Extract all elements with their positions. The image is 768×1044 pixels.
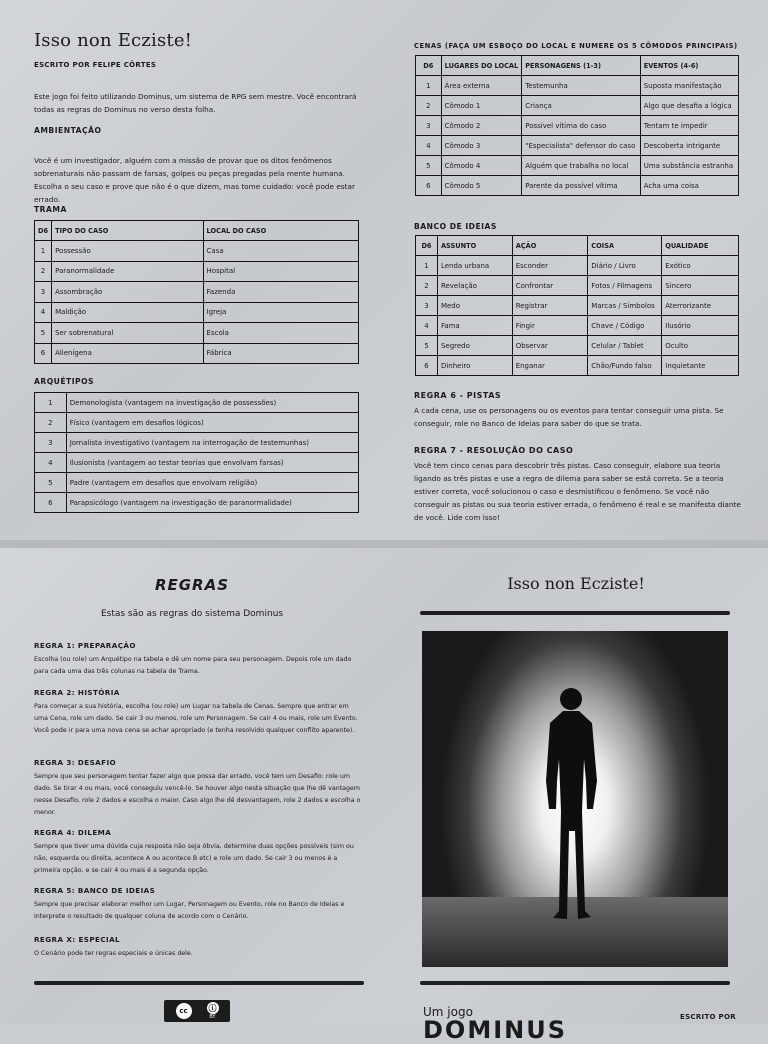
table-cell: Criança	[522, 96, 640, 116]
table-cell: Fábrica	[203, 343, 358, 364]
table-cell: Paranormalidade	[52, 261, 203, 282]
table-row	[35, 302, 359, 323]
rule-2-text: Para começar a sua história, escolha (ou role) um Lugar na tabela de Cenas. Sempre que entrar em uma Cena, role um dado. Se cair 3 ou menos, role um Personagem. Se cair 4 ou mais, role um Evento. Você pode ir para uma nova cena se achar apropriado (e tenha resolvido qualquer conflito aparente).	[34, 703, 358, 734]
table-cell: 5	[416, 156, 442, 176]
divider-brush	[34, 981, 364, 985]
table-cell: 5	[35, 323, 52, 344]
table-cell: Fama	[437, 316, 512, 336]
table-cell: Ilusionista (vantagem ao testar teorias que envolvam farsas)	[66, 453, 358, 473]
table-cell: Enganar	[512, 356, 588, 376]
table-row	[35, 323, 359, 344]
table-cell: Testemunha	[522, 76, 640, 96]
cover-subtitle: Um jogo	[423, 1005, 473, 1019]
table-header: D6	[416, 56, 442, 76]
arquetipos-table	[34, 392, 359, 513]
cover-title: Isso non Ecziste!	[507, 574, 645, 593]
table-cell: Parapsicólogo (vantagem na investigação de paranormalidade)	[66, 493, 358, 513]
table-row	[416, 356, 739, 376]
page-title: Isso non Ecziste!	[34, 30, 193, 51]
table-cell: 2	[416, 276, 438, 296]
table-cell: Diário / Livro	[588, 256, 662, 276]
trama-heading: TRAMA	[34, 205, 67, 214]
table-row	[416, 316, 739, 336]
table-row	[35, 393, 359, 413]
table-cell: 4	[416, 136, 442, 156]
table-cell: Descoberta intrigante	[640, 136, 738, 156]
silhouette-figure	[422, 631, 728, 967]
rule-3-heading: REGRA 3: DESAFIO	[34, 758, 117, 767]
rule-x-heading: REGRA X: ESPECIAL	[34, 935, 121, 944]
table-cell: Casa	[203, 241, 358, 262]
table-row	[416, 256, 739, 276]
table-header: LUGARES DO LOCAL	[441, 56, 522, 76]
table-cell: Hospital	[203, 261, 358, 282]
cover-divider-bottom	[420, 981, 730, 985]
table-cell: Ilusório	[662, 316, 739, 336]
cover-dominus-wordmark: DOMINUS	[423, 1016, 567, 1044]
table-cell: 6	[416, 176, 442, 196]
table-cell: Exótico	[662, 256, 739, 276]
table-row	[416, 176, 739, 196]
table-row	[416, 136, 739, 156]
regra6-text: A cada cena, use os personagens ou os eventos para tentar conseguir uma pista. Se conseguir, role no Banco de Ideias para saber do que se trata.	[414, 406, 724, 428]
table-cell: Marcas / Símbolos	[588, 296, 662, 316]
table-cell: 1	[35, 241, 52, 262]
table-row	[35, 343, 359, 364]
table-header: ASSUNTO	[437, 236, 512, 256]
table-row	[35, 241, 359, 262]
table-cell: Algo que desafia a lógica	[640, 96, 738, 116]
table-cell: Revelação	[437, 276, 512, 296]
table-cell: Físico (vantagem em desafios lógicos)	[66, 413, 358, 433]
table-cell: Possessão	[52, 241, 203, 262]
cenas-table	[415, 55, 739, 196]
table-cell: Inquietante	[662, 356, 739, 376]
table-cell: Cômodo 1	[441, 96, 522, 116]
table-header: TIPO DO CASO	[52, 221, 203, 241]
table-cell: 1	[35, 393, 67, 413]
table-cell: 1	[416, 76, 442, 96]
table-header: PERSONAGENS (1-3)	[522, 56, 640, 76]
table-cell: 5	[416, 336, 438, 356]
table-header: QUALIDADE	[662, 236, 739, 256]
table-row	[35, 493, 359, 513]
rule-4-heading: REGRA 4: DILEMA	[34, 828, 112, 837]
table-header-row	[416, 56, 739, 76]
table-row	[35, 261, 359, 282]
table-header: EVENTOS (4-6)	[640, 56, 738, 76]
table-cell: Área externa	[441, 76, 522, 96]
banco-heading: BANCO DE IDEIAS	[414, 222, 497, 231]
table-cell: Padre (vantagem em desafios que envolvam religião)	[66, 473, 358, 493]
table-cell: Igreja	[203, 302, 358, 323]
banco-table	[415, 235, 739, 376]
table-cell: Suposta manifestação	[640, 76, 738, 96]
rules-title: REGRAS	[154, 576, 230, 594]
cc-icon: cc	[176, 1003, 192, 1019]
rule-5-text: Sempre que precisar elaborar melhor um Lugar, Personagem ou Evento, role no Banco de Ideias e interprete o resultado de qualquer coluna de acordo com o Cenário.	[34, 901, 345, 920]
rule-1-text: Escolha (ou role) um Arquétipo na tabela e dê um nome para seu personagem. Depois role um dado para cada uma das três colunas na tabela de Trama.	[34, 656, 352, 675]
table-row	[416, 76, 739, 96]
table-cell: Dinheiro	[437, 356, 512, 376]
table-cell: 1	[416, 256, 438, 276]
table-cell: Lenda urbana	[437, 256, 512, 276]
table-cell: Ser sobrenatural	[52, 323, 203, 344]
cc-license-badge	[164, 1000, 230, 1022]
table-row	[416, 116, 739, 136]
table-cell: 3	[416, 116, 442, 136]
rule-x-text: O Cenário pode ter regras especiais e únicas dele.	[34, 950, 193, 957]
table-cell: Fotos / Filmagens	[588, 276, 662, 296]
table-row	[35, 453, 359, 473]
page-gap	[0, 540, 768, 548]
table-cell: Escola	[203, 323, 358, 344]
attribution-icon: ⓘ	[208, 1003, 217, 1013]
table-cell: Parente da possível vítima	[522, 176, 640, 196]
table-cell: Tentam te impedir	[640, 116, 738, 136]
table-cell: Chão/Fundo falso	[588, 356, 662, 376]
rule-1-heading: REGRA 1: PREPARAÇÃO	[34, 641, 136, 650]
regra7-text: Você tem cinco cenas para descobrir três pistas. Caso conseguir, elabore sua teoria ligando as três pistas e use a regra de dilema para saber se está correta. Se a teoria estiver correta, você solucionou o caso e desmistificou o fenômeno. Se você não conseguir as pistas ou sua teoria estiver errada, o fenômeno é real e se manifesta diante de você. Lide com isso!	[414, 461, 741, 522]
table-cell: Aterrorizante	[662, 296, 739, 316]
arquetipos-heading: ARQUÉTIPOS	[34, 377, 95, 386]
table-cell: Chave / Código	[588, 316, 662, 336]
table-cell: Cômodo 4	[441, 156, 522, 176]
table-cell: Possível vítima do caso	[522, 116, 640, 136]
table-cell: Oculto	[662, 336, 739, 356]
table-cell: Esconder	[512, 256, 588, 276]
table-cell: Assombração	[52, 282, 203, 303]
table-cell: Demonologista (vantagem na investigação de possessões)	[66, 393, 358, 413]
table-row	[416, 336, 739, 356]
cenas-heading: CENAS (FAÇA UM ESBOÇO DO LOCAL E NUMERE OS 5 CÔMODOS PRINCIPAIS)	[414, 42, 738, 50]
table-cell: Confrontar	[512, 276, 588, 296]
table-cell: 4	[35, 453, 67, 473]
table-header-row	[35, 221, 359, 241]
table-cell: Segredo	[437, 336, 512, 356]
rule-3-text: Sempre que seu personagem tentar fazer algo que possa dar errado, você tem um Desafio: role um dado. Se tirar 4 ou mais, você conseguiu vencê-lo. Se houver algo nesta situação que lhe dê vantagem nesse Desafio, role 2 dados e escolha o maior. Caso algo lhe dê desvantagem, role 2 dados e escolha o menor.	[34, 773, 361, 816]
table-cell: Alguém que trabalha no local	[522, 156, 640, 176]
table-header: LOCAL DO CASO	[203, 221, 358, 241]
table-cell: 2	[35, 261, 52, 282]
table-row	[416, 96, 739, 116]
table-cell: 5	[35, 473, 67, 493]
table-cell: 3	[416, 296, 438, 316]
cover-divider-top	[420, 611, 730, 615]
table-row	[35, 473, 359, 493]
table-cell: Observar	[512, 336, 588, 356]
trama-table	[34, 220, 359, 364]
table-row	[416, 156, 739, 176]
rule-2-heading: REGRA 2: HISTÓRIA	[34, 688, 120, 697]
regra6-heading: REGRA 6 - PISTAS	[414, 391, 502, 400]
cover-author-label: ESCRITO POR	[680, 1013, 736, 1021]
table-cell: Fingir	[512, 316, 588, 336]
table-header: COISA	[588, 236, 662, 256]
table-cell: Cômodo 3	[441, 136, 522, 156]
table-cell: Sincero	[662, 276, 739, 296]
license-label: BY	[209, 1014, 216, 1020]
table-header: D6	[35, 221, 52, 241]
author-line: ESCRITO POR FELIPE CÔRTES	[34, 61, 157, 69]
table-row	[35, 433, 359, 453]
cover-photo	[422, 631, 728, 967]
table-cell: 6	[35, 343, 52, 364]
rule-4-text: Sempre que tiver uma dúvida cuja resposta não seja óbvia, determine duas opções possíveis (sim ou não, esquerda ou direita, acontece A ou acontece B etc) e role um dado. Se cair 3 ou menos é a primeira opção, e se cair 4 ou mais é a segunda opção.	[34, 843, 354, 874]
table-cell: "Especialista" defensor do caso	[522, 136, 640, 156]
table-cell: Medo	[437, 296, 512, 316]
table-cell: 4	[416, 316, 438, 336]
table-cell: 4	[35, 302, 52, 323]
ambientacao-text: Você é um investigador, alguém com a missão de provar que os ditos fenômenos sobrenaturais não passam de farsas, golpes ou peças pregadas pela mente humana. Escolha o seu caso e prove que não é o que dizem, mas tome cuidado: você pode estar errado.	[34, 156, 355, 204]
table-cell: Cômodo 2	[441, 116, 522, 136]
rule-5-heading: REGRA 5: BANCO DE IDEIAS	[34, 886, 156, 895]
table-cell: 3	[35, 433, 67, 453]
table-header: AÇÃO	[512, 236, 588, 256]
table-cell: Jornalista investigativo (vantagem na interrogação de testemunhas)	[66, 433, 358, 453]
ambientacao-heading: AMBIENTAÇÃO	[34, 126, 102, 135]
table-row	[35, 413, 359, 433]
table-cell: Registrar	[512, 296, 588, 316]
table-cell: Uma substância estranha	[640, 156, 738, 176]
back-page	[0, 548, 768, 1044]
table-header-row	[416, 236, 739, 256]
table-header: D6	[416, 236, 438, 256]
table-cell: Celular / Tablet	[588, 336, 662, 356]
table-cell: 2	[35, 413, 67, 433]
table-cell: 6	[416, 356, 438, 376]
table-row	[35, 282, 359, 303]
table-cell: Maldição	[52, 302, 203, 323]
table-cell: Fazenda	[203, 282, 358, 303]
table-cell: Alienígena	[52, 343, 203, 364]
regra7-heading: REGRA 7 - RESOLUÇÃO DO CASO	[414, 446, 574, 455]
table-cell: Cômodo 5	[441, 176, 522, 196]
table-cell: 2	[416, 96, 442, 116]
table-cell: 3	[35, 282, 52, 303]
intro-text: Este jogo foi feito utilizando Dominus, um sistema de RPG sem mestre. Você encontrará todas as regras do Dominus no verso desta folha.	[34, 92, 357, 114]
table-row	[416, 276, 739, 296]
rules-subtitle: Estas são as regras do sistema Dominus	[100, 609, 284, 619]
table-cell: 6	[35, 493, 67, 513]
table-cell: Acha uma coisa	[640, 176, 738, 196]
table-row	[416, 296, 739, 316]
